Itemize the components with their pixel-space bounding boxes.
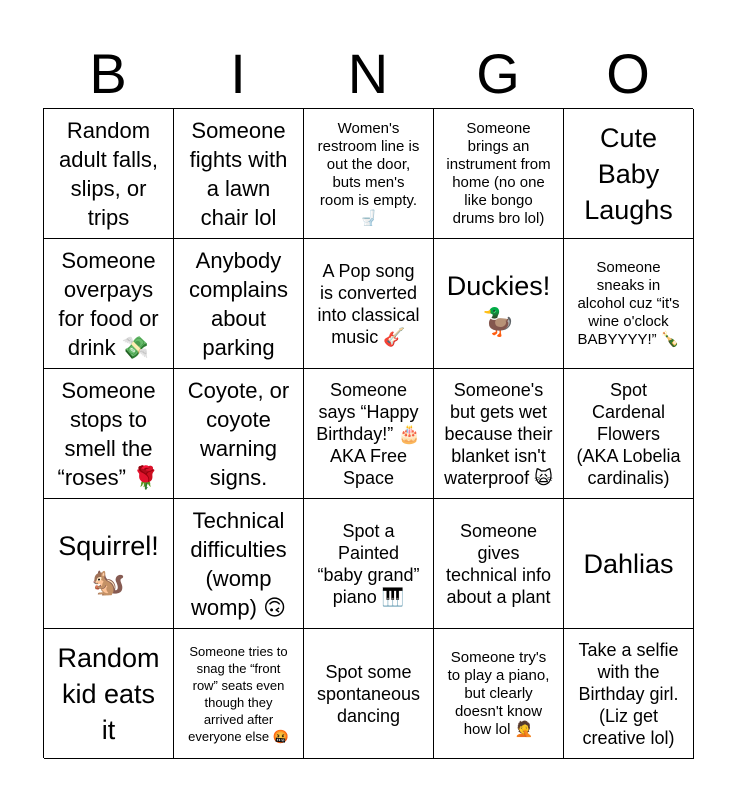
bingo-cell-b5[interactable] [44, 629, 174, 759]
bingo-cell-b2[interactable] [44, 239, 174, 369]
bingo-cell-n2[interactable] [304, 239, 434, 369]
header-letter-i: I [230, 42, 246, 105]
bingo-cell-i5[interactable] [174, 629, 304, 759]
bingo-cell-n4[interactable] [304, 499, 434, 629]
bingo-cell-b4[interactable] [44, 499, 174, 629]
cell-text: Someone overpays for food or drink 💸 [58, 247, 159, 360]
cell-text: Someone stops to smell the “roses” 🌹 [57, 377, 160, 490]
bingo-cell-n5[interactable] [304, 629, 434, 759]
cell-text: Women's restroom line is out the door, buts men's room is empty. 🚽 [317, 119, 420, 227]
bingo-grid [43, 108, 693, 758]
bingo-cell-o4[interactable] [564, 499, 694, 629]
cell-text: Spot a Painted “baby grand” piano 🎹 [317, 520, 420, 607]
cell-text: Spot Cardenal Flowers (AKA Lobelia cardinalis) [576, 379, 681, 488]
cell-text: Cute Baby Laughs [584, 122, 673, 225]
cell-text: Anybody complains about parking [188, 247, 289, 360]
bingo-cell-i2[interactable] [174, 239, 304, 369]
header-letter-b: B [89, 42, 127, 105]
bingo-cell-g3[interactable] [434, 369, 564, 499]
cell-text: A Pop song is converted into classical music 🎸 [317, 260, 420, 347]
cell-text: Someone says “Happy Birthday!” 🎂 AKA Free Space [316, 379, 421, 488]
bingo-header [43, 40, 693, 108]
bingo-cell-o5[interactable] [564, 629, 694, 759]
bingo-cell-g5[interactable] [434, 629, 564, 759]
cell-text: Someone tries to snag the “front row” seats even though they arrived after everyone else 🤬 [188, 643, 289, 744]
bingo-cell-g2[interactable] [434, 239, 564, 369]
bingo-cell-i1[interactable] [174, 109, 304, 239]
cell-text: Technical difficulties (womp womp) 🙃 [190, 507, 287, 620]
header-letter-o: O [606, 42, 650, 105]
cell-text: Random adult falls, slips, or trips [58, 117, 159, 230]
bingo-cell-o3[interactable] [564, 369, 694, 499]
bingo-cell-o1[interactable] [564, 109, 694, 239]
bingo-cell-i4[interactable] [174, 499, 304, 629]
bingo-cell-n1[interactable] [304, 109, 434, 239]
bingo-cell-g1[interactable] [434, 109, 564, 239]
cell-text: Dahlias [583, 548, 674, 579]
bingo-cell-b3[interactable] [44, 369, 174, 499]
cell-text: Coyote, or coyote warning signs. [187, 377, 290, 490]
header-letter-g: G [476, 42, 520, 105]
cell-text: Someone gives technical info about a plant [445, 520, 552, 607]
header-letter-n: N [347, 42, 389, 105]
bingo-cell-i3[interactable] [174, 369, 304, 499]
cell-text: Random kid eats it [57, 642, 160, 745]
cell-text: Duckies! 🦆 [446, 270, 551, 337]
cell-text: Take a selfie with the Birthday girl. (Liz get creative lol) [578, 639, 679, 748]
cell-text: Someone brings an instrument from home (no one like bongo drums bro lol) [446, 119, 551, 227]
cell-text: Someone try's to play a piano, but clearly doesn't know how lol 🤦 [447, 648, 550, 738]
cell-text: Someone fights with a lawn chair lol [189, 117, 288, 230]
bingo-cell-b1[interactable] [44, 109, 174, 239]
bingo-cell-n3[interactable] [304, 369, 434, 499]
bingo-cell-g4[interactable] [434, 499, 564, 629]
cell-text: Squirrel! 🐿️ [58, 530, 159, 597]
cell-text: Someone sneaks in alcohol cuz “it's wine o'clock BABYYYY!” 🍾 [577, 258, 680, 348]
cell-text: Spot some spontaneous dancing [316, 661, 421, 726]
bingo-cell-o2[interactable] [564, 239, 694, 369]
cell-text: Someone's but gets wet because their blanket isn't waterproof 🙀 [444, 379, 553, 488]
